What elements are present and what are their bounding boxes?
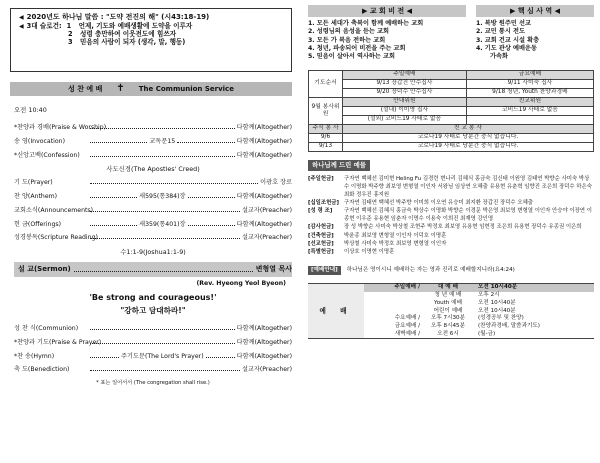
service-item: *찬 송(Hymn) 주기도문(The Lord's Prayer) 다함께(Altogether) (14, 352, 293, 360)
list-item: [십일조헌금] 구자연 김태연 백혜선 박주향 이미희 이오연 유승미 최지환 장갑진 장덕수 오혜출 (308, 200, 533, 207)
table-row: 9/13 코로나19 사태로 당분간 중식 없습니다. (309, 142, 594, 151)
worship-notice (308, 266, 594, 275)
list-item: [선교헌금] 박상철 사미숙 박정호 최보영 변형열 이인자 (308, 240, 447, 247)
worship-label: 예 배 (308, 284, 364, 339)
preacher: 변형열 목사 (255, 265, 292, 274)
offerings-header: 하나님께 드린 예물 (308, 160, 370, 171)
right-page (300, 0, 600, 463)
service-item: *찬양과 경배(Praise & Worship) 다함께(Altogether) (14, 124, 292, 131)
list-item: [건축헌금] 박윤종 최보영 변형열 이인자 이덕호 이명훈 (308, 232, 447, 239)
cross-icon: ✝ (116, 83, 125, 94)
service-item: 송 영(Invocation) 교독문15 다함께(Altogether) (14, 137, 293, 145)
theme-slogan-1: ◀ 3대 슬로건: 1 언제, 기도와 예배생활에 도약을 이루자 (19, 21, 193, 30)
creed: 사도신경(The Apostles' Creed) (106, 165, 200, 174)
table-row: (설내) 이미영 집사 코비드19 사태로 없음 (309, 106, 594, 115)
ministry-list (476, 20, 594, 62)
list-item: 가속화 (490, 53, 508, 61)
service-time: 오전 10:40 (14, 106, 47, 114)
worship-schedule (308, 283, 594, 340)
prayer-table: 기도순서 주일예배 금요예배 9/13 장갑진 안수집사 9/11 사미숙 집사 9/20 장덕수 안수집사 9/18 청년, Youth 찬양과경배 9월 봉사위원 안내위원 친교위원 (설내) 이미영 집사 코비드19 사태로 없음 (설외) 코비드19 사태로 없음 주식 봉 사 친 교 봉 사 9/6 코로나19 사태로 당분간 중식 없습니다. 9/13 코로나19 사태로 당분간 중식 없습니다. (308, 70, 594, 152)
notice-text: 하나님은 영이시니 예배하는 자는 영과 진리로 예배할지니라(요4:24) (346, 266, 515, 273)
notice-tag: [예배안내] (308, 266, 341, 275)
service-item: 찬 양(Anthem) 새595(통384)장 다함께(Altogether) (14, 193, 292, 200)
table-row: 주일예배 / 대 예 배 오전 10시40분 (364, 284, 594, 292)
service-item: *신앙고백(Confession) 다함께(Altogether) (14, 151, 292, 159)
table-row: (설외) 코비드19 사태로 없음 (309, 115, 594, 124)
table-row: Youth 예배 오전 10시40분 (434, 299, 516, 306)
theme-box (10, 8, 292, 72)
list-item: [감사헌금] 장 성 박향순 사미숙 박상철 조현주 박정호 최보영 유용현 임현정 조은희 유용현 장덕수 유종권 이은희 (308, 224, 582, 231)
offerings-list (308, 175, 594, 256)
table-row: 9/13 장갑진 안수집사 9/11 사미숙 집사 (309, 79, 594, 88)
service-item: 성경봉독(Scripture Reading) 설교자(Preacher) (14, 234, 292, 242)
table-label: 기도순서 (309, 70, 343, 97)
list-item: 3. 교회 건교 시설 확충 (476, 36, 540, 44)
table-row: 어린이 예배 오전 10시40분 (433, 307, 516, 314)
table-row: 금요예배 / 오후 8시45분 (찬양과경배, 말씀과기도) (394, 323, 540, 330)
list-item: 1. 복방 원주민 선교 (476, 20, 531, 27)
rise-note: * 표는 일어서서 (The congregation shall rise.) (96, 380, 210, 387)
triangle-icon: ◀ (19, 22, 24, 30)
list-item: 2. 교민 통시 전도 (476, 28, 525, 36)
service-item: 성 찬 식(Communion) 다함께(Altogether) (14, 325, 292, 333)
service-title-ko: 성 찬 예 배 (68, 84, 103, 93)
table-row: 청 년 예 배 오후 2시 (434, 292, 500, 299)
list-item: 1. 모든 세대가 축복이 함께 예배하는 교회 (308, 20, 424, 27)
vision-header: ▶ 교 회 비 전 ◀ (308, 5, 466, 17)
list-item: 5. 믿음이 살아서 역사하는 교회 (308, 53, 395, 61)
preacher-en: (Rev. Hyeong Yeol Byeon) (196, 280, 286, 287)
table-row: 9/6 코로나19 사태로 당분간 중식 없습니다. (309, 133, 594, 142)
sermon-quote-ko: "강하고 담대하라!" (120, 305, 186, 315)
service-item: 헌 금(Offerings) 새359(통401)장 다함께(Altogether) (14, 220, 292, 228)
triangle-icon: ◀ (19, 14, 24, 21)
list-item: 4. 기도 관상 예배운동 (476, 45, 537, 53)
service-item: 기 도(Prayer) 이광호 장로 (14, 179, 292, 187)
list-item: 2. 성령님의 음성을 듣는 교회 (308, 28, 390, 36)
service-item: 교회소식(Announcements) 설교자(Preacher) (14, 206, 292, 214)
sermon-quote-en: 'Be strong and courageous!' (89, 292, 217, 302)
list-item: [특별헌금] 이상호 이명현 이명훈 (308, 248, 395, 255)
theme-title: ◀ 2020년도 하나님 말씀 : "도약 전진의 해" (시43:18-19) (19, 13, 210, 21)
list-item: [성 령 조] 구자연 백혜선 김혜식 홍금숙 박상수 이명화 박향순 이경문 박은영 최보영 변형열 이인자 안승야 이장연 이종현 이우준 유용현 임춘자 이명수 이용숙 이희진 최재영 강인영 (308, 208, 592, 223)
theme-slogan-2: 2 성령 충만하여 이웃전도에 힘쓰자 (68, 30, 177, 39)
duty-tables (308, 70, 594, 152)
list-item: 4. 청년, 파송되어 비전을 주는 교회 (308, 45, 406, 53)
service-item: 축 도(Benediction) 설교자(Preacher) (14, 366, 292, 374)
table-row: 수요예배 / 오후 7시30분 (성경공부 및 찬양) (394, 315, 524, 322)
table-label: 9월 봉사위원 (309, 97, 343, 124)
sermon-row: 설 교 (Sermon) 변형열 목사 (14, 262, 292, 277)
list-item: [주일헌금] 구자연 백혜선 김미현 Heling Fu 김경련 변나리 김혜식 홍금숙 김신태 이원영 김태연 박향순 사미숙 박상수 이명화 박주향 최보영 변형열 이인자 서왕님 임상연 오혜출 유용현 유춘혁 임향진 조은희 장덕수 하은숙 최화 정우진 홍지원 (308, 175, 592, 199)
order-of-service (10, 106, 292, 387)
service-item: *찬양과 기도(Praise & Prayer) 다함께(Altogether) (14, 338, 292, 346)
service-title-en: The Communion Service (138, 84, 234, 93)
scripture: 수1:1-9(Joshua1:1-9) (120, 248, 186, 256)
table-row: 새벽예배 / 오전 6시 (월-금) (394, 331, 496, 338)
list-item: 3. 모든 가 복음 전하는 교회 (308, 36, 386, 44)
table-row: 9/20 장덕수 안수집사 9/18 청년, Youth 찬양과경배 (309, 88, 594, 97)
ministry-header: ▶ 핵 심 사 역 ◀ (476, 5, 594, 17)
vision-list (308, 20, 468, 62)
theme-slogan-3: 3 믿음의 사람이 되자 (생각, 말, 행동) (68, 38, 186, 47)
service-title-bar (10, 82, 292, 96)
